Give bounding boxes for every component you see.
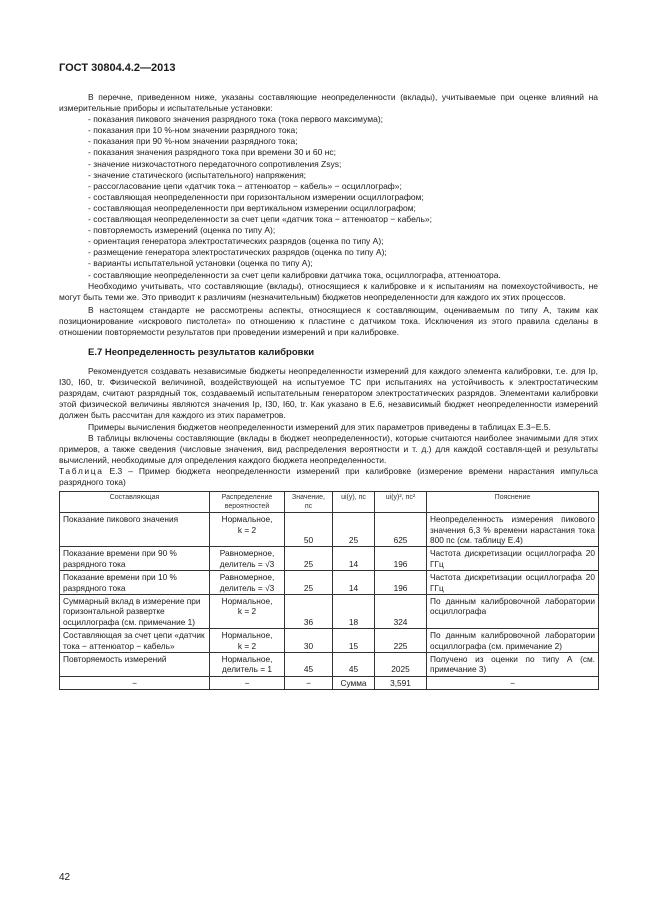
distribution-type: Нормальное, bbox=[221, 630, 273, 641]
table-row bbox=[60, 571, 599, 595]
cell-uncertainty-squared: 625 bbox=[375, 513, 427, 547]
list-item: - значение низкочастотного передаточного сопротивления Zsys; bbox=[88, 158, 342, 169]
cell-uncertainty: 14 bbox=[333, 547, 375, 571]
uncertainty-budget-table bbox=[59, 491, 599, 690]
cell-explanation: Получено из оценки по типу А (см. примечание 3) bbox=[427, 652, 599, 676]
list-item: - составляющая неопределенности за счет цепи «датчик тока − аттенюатор − кабель»; bbox=[88, 214, 433, 225]
uncertainty-list bbox=[59, 114, 598, 280]
list-item: - повторяемость измерений (оценка по типу А); bbox=[88, 225, 276, 236]
cell-value: 30 bbox=[285, 629, 333, 653]
cell-uncertainty: 18 bbox=[333, 594, 375, 628]
cell-distribution bbox=[210, 547, 285, 571]
cell-value: 50 bbox=[285, 513, 333, 547]
table-row bbox=[60, 629, 599, 653]
cell-component: Показание времени при 90 % разрядного тока bbox=[60, 547, 210, 571]
cell-value: 25 bbox=[285, 547, 333, 571]
calibration-paragraph: Рекомендуется создавать независимые бюджеты неопределенности измерений для каждого элемента калибровки, т.е. для Iр, I30, I60, tr. Физической величиной, воздействующей на испытуемое ТС при испытаниях на устойчивость к электростатическим разрядам, считают разрядный ток, создаваемый испытательным генератором электростатических разрядов. Элементами калибровки этой физической величины являются значения Iр, I30, I60, tr. Как указано в Е.6, независимый бюджет неопределенности измерений должен быть рассчитан для каждого из этих параметров. bbox=[59, 366, 598, 421]
table-caption-lead: Таблица bbox=[59, 465, 104, 476]
list-item: - значение статического (испытательного) напряжения; bbox=[88, 169, 307, 180]
cell-distribution bbox=[210, 652, 285, 676]
list-item: - составляющая неопределенности при горизонтальном измерении осциллографом; bbox=[88, 191, 424, 202]
distribution-type: Равномерное, bbox=[219, 572, 275, 583]
list-item: - рассогласование цепи «датчик тока − аттенюатор − кабель» − осциллограф»; bbox=[88, 180, 402, 191]
header-value: Значение, пс bbox=[285, 492, 333, 513]
distribution-parameter: делитель = √3 bbox=[219, 582, 275, 593]
table-header-row bbox=[60, 492, 599, 513]
total-cell: − bbox=[285, 676, 333, 689]
table-row bbox=[60, 547, 599, 571]
table-row bbox=[60, 513, 599, 547]
cell-explanation: Неопределенность измерения пикового значения 6,3 % времени нарастания тока 800 пс (см. таблицу Е.4) bbox=[427, 513, 599, 547]
table-row bbox=[60, 594, 599, 628]
cell-explanation: По данным калибровочной лаборатории осциллографа (см. примечание 2) bbox=[427, 629, 599, 653]
note-paragraph: Необходимо учитывать, что составляющие (вклады), относящиеся к калибровке и к испытаниям на помехоустойчивость, не могут быть теми же. Это приводит к различиям (незначительным) бюджетов неопределенности для каждого их этих процессов. bbox=[59, 280, 598, 302]
section-title: Е.7 Неопределенность результатов калибровки bbox=[88, 347, 315, 359]
cell-component: Показание времени при 10 % разрядного тока bbox=[60, 571, 210, 595]
table-caption bbox=[59, 466, 598, 488]
cell-distribution bbox=[210, 629, 285, 653]
cell-uncertainty: 25 bbox=[333, 513, 375, 547]
page-body bbox=[59, 92, 598, 690]
cell-value: 45 bbox=[285, 652, 333, 676]
cell-component: Показание пикового значения bbox=[60, 513, 210, 547]
total-cell: − bbox=[210, 676, 285, 689]
total-value: 3,591 bbox=[375, 676, 427, 689]
total-cell: − bbox=[60, 676, 210, 689]
list-item: - варианты испытательной установки (оценка по типу А); bbox=[88, 258, 313, 269]
cell-component: Составляющая за счет цепи «датчик тока − аттенюатор − кабель» bbox=[60, 629, 210, 653]
list-item: - показания при 10 %-ном значении разрядного тока; bbox=[88, 125, 298, 136]
total-label: Сумма bbox=[333, 676, 375, 689]
list-item: - ориентация генератора электростатических разрядов (оценка по типу А); bbox=[88, 236, 384, 247]
header-component: Составляющая bbox=[60, 492, 210, 513]
total-cell: − bbox=[427, 676, 599, 689]
distribution-type: Нормальное, bbox=[221, 653, 273, 664]
page-number: 42 bbox=[59, 872, 71, 883]
table-row bbox=[60, 652, 599, 676]
cell-distribution bbox=[210, 571, 285, 595]
cell-uncertainty: 15 bbox=[333, 629, 375, 653]
header-explanation: Пояснение bbox=[427, 492, 599, 513]
distribution-parameter: делитель = √3 bbox=[219, 558, 275, 569]
list-item: - показания значения разрядного тока при времени 30 и 60 нс; bbox=[88, 147, 337, 158]
distribution-parameter: k = 2 bbox=[237, 524, 257, 535]
list-item: - показания при 90 %-ном значении разрядного тока; bbox=[88, 136, 298, 147]
cell-explanation: Частота дискретизации осциллографа 20 ГГц bbox=[427, 547, 599, 571]
list-item: - показания пикового значения разрядного тока (тока первого максимума); bbox=[88, 114, 384, 125]
cell-component: Суммарный вклад в измерение при горизонтальной развертке осциллографа (см. примечание 1) bbox=[60, 594, 210, 628]
header-uncertainty: ui(y), пс bbox=[333, 492, 375, 513]
list-item: - составляющие неопределенности за счет цепи калибровки датчика тока, осциллографа, аттенюатора. bbox=[88, 269, 501, 280]
cell-component: Повторяемость измерений bbox=[60, 652, 210, 676]
list-item: - составляющая неопределенности при вертикальном измерении осциллографом; bbox=[88, 202, 416, 213]
cell-uncertainty-squared: 225 bbox=[375, 629, 427, 653]
header-distribution: Распределение вероятностей bbox=[210, 492, 285, 513]
header-uncertainty-squared: ui(y)², пс² bbox=[375, 492, 427, 513]
table-caption-text: Е.3 – Пример бюджета неопределенности измерений при калибровке (измерение времени нарастания импульса разрядного тока) bbox=[59, 465, 598, 487]
tables-paragraph: В таблицы включены составляющие (вклады в бюджет неопределенности), которые считаются наиболее значимыми для этих примеров, а также сведения (числовые значения, вид распределения вероятности и т. д.) для каждой составля-щей и результаты вычислений, необходимые для определения каждого бюджета неопределенности. bbox=[59, 432, 598, 465]
cell-uncertainty-squared: 324 bbox=[375, 594, 427, 628]
cell-uncertainty-squared: 196 bbox=[375, 547, 427, 571]
intro-paragraph: В перечне, приведенном ниже, указаны составляющие неопределенности (вклады), учитываемые при оценке влияний на измерительные приборы и испытательные установки: bbox=[59, 92, 598, 114]
distribution-parameter: k = 2 bbox=[237, 606, 257, 617]
type-a-paragraph: В настоящем стандарте не рассмотрены аспекты, относящиеся к составляющим, оцениваемым по типу А, таким как позиционирование «искрового пистолета» по отношению к пластине с датчиком тока. Исключения из этого правила сделаны в отношении повторяемости результатов при проведении измерений и при калибровке. bbox=[59, 304, 598, 337]
cell-uncertainty-squared: 2025 bbox=[375, 652, 427, 676]
cell-distribution bbox=[210, 513, 285, 547]
cell-value: 25 bbox=[285, 571, 333, 595]
table-total-row bbox=[60, 676, 599, 689]
distribution-type: Нормальное, bbox=[221, 514, 273, 525]
distribution-type: Равномерное, bbox=[219, 548, 275, 559]
distribution-type: Нормальное, bbox=[221, 595, 273, 606]
cell-explanation: По данным калибровочной лаборатории осциллографа bbox=[427, 594, 599, 628]
document-header: ГОСТ 30804.4.2—2013 bbox=[59, 62, 176, 74]
distribution-parameter: делитель = 1 bbox=[222, 664, 272, 675]
cell-uncertainty: 14 bbox=[333, 571, 375, 595]
cell-value: 36 bbox=[285, 594, 333, 628]
cell-distribution bbox=[210, 594, 285, 628]
distribution-parameter: k = 2 bbox=[237, 640, 257, 651]
list-item: - размещение генератора электростатических разрядов (оценка по типу А); bbox=[88, 247, 387, 258]
cell-uncertainty-squared: 196 bbox=[375, 571, 427, 595]
cell-uncertainty: 45 bbox=[333, 652, 375, 676]
examples-paragraph: Примеры вычисления бюджетов неопределенности измерений для этих параметров приведены в таблицах Е.3−Е.5. bbox=[88, 421, 551, 432]
cell-explanation: Частота дискретизации осциллографа 20 ГГц bbox=[427, 571, 599, 595]
